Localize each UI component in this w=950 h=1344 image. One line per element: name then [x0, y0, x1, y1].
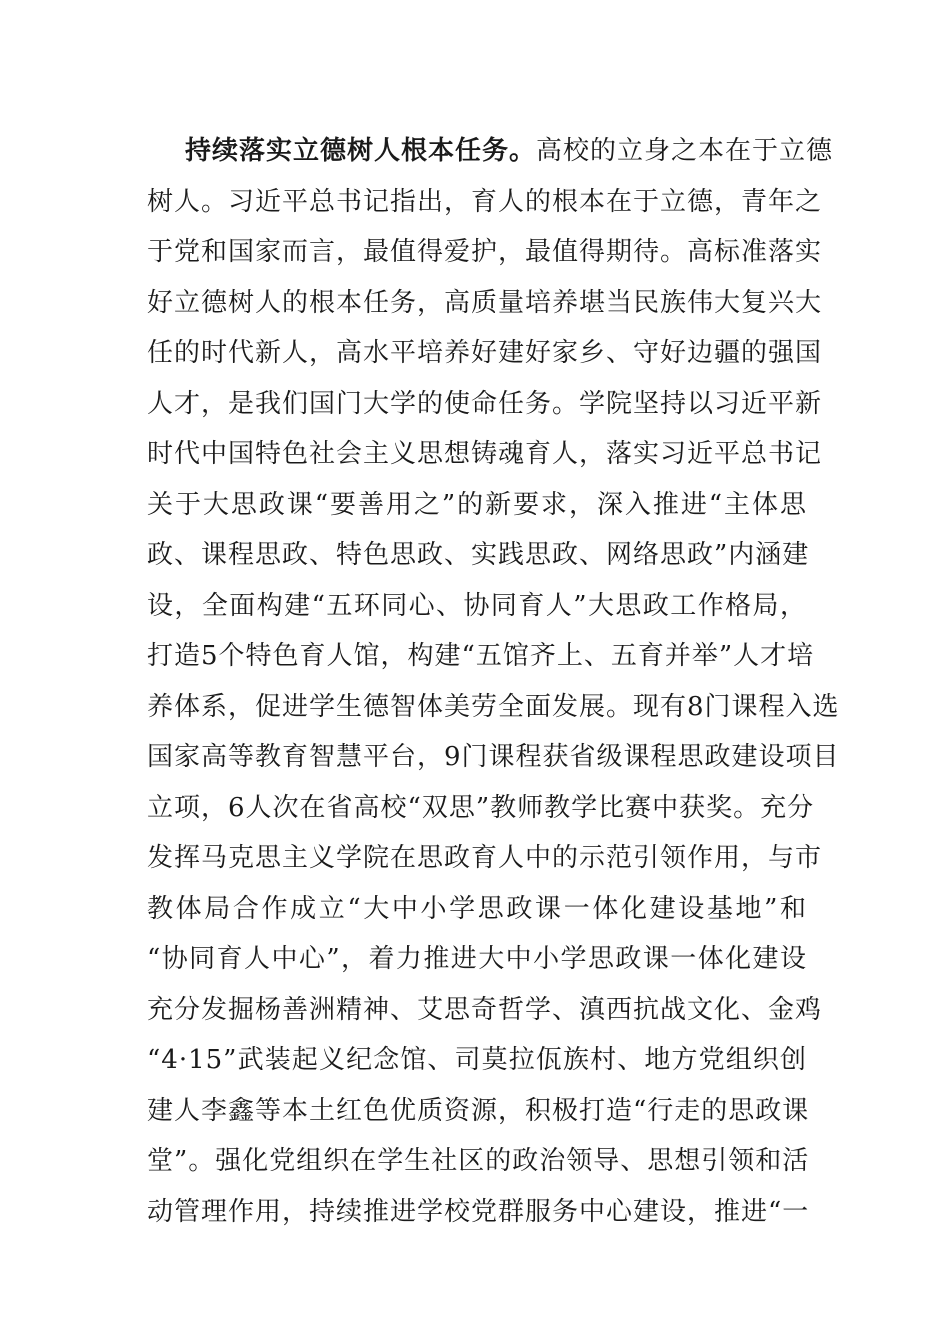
text-line: 充分发掘杨善洲精神、艾思奇哲学、滇西抗战文化、金鸡 — [147, 994, 823, 1025]
text-line: 立项，6人次在省高校“双思”教师教学比赛中获奖。充分 — [147, 792, 815, 823]
text-line: 关于大思政课“要善用之”的新要求，深入推进“主体思 — [147, 489, 807, 520]
first-line-text: 高校的立身之本在于立德 — [536, 136, 834, 166]
text-line: “协同育人中心”，着力推进大中小学思政课一体化建设 — [147, 944, 807, 974]
text-line: 动管理作用，持续推进学校党群服务中心建设，推进“一 — [147, 1196, 810, 1227]
text-line: 堂”。强化党组织在学生社区的政治领导、思想引领和活 — [147, 1146, 810, 1176]
text-line: 任的时代新人，高水平培养好建好家乡、守好边疆的强国 — [147, 338, 823, 368]
text-line: 于党和国家而言，最值得爱护，最值得期待。高标准落实 — [147, 237, 823, 267]
text-line: 打造5个特色育人馆，构建“五馆齐上、五育并举”人才培 — [147, 641, 815, 671]
text-line: 国家高等教育智慧平台，9门课程获省级课程思政建设项目 — [147, 742, 840, 772]
text-line: 建人李鑫等本土红色优质资源，积极打造“行走的思政课 — [147, 1095, 810, 1126]
text-line: 时代中国特色社会主义思想铸魂育人，落实习近平总书记 — [147, 439, 823, 469]
body-paragraph — [147, 126, 840, 1237]
text-line: 政、课程思政、特色思政、实践思政、网络思政”内涵建 — [147, 540, 810, 570]
text-line: 人才，是我们国门大学的使命任务。学院坚持以习近平新 — [147, 388, 823, 419]
text-line: 教体局合作成立“大中小学思政课一体化建设基地”和 — [147, 893, 807, 924]
text-line: 设，全面构建“五环同心、协同育人”大思政工作格局， — [147, 590, 807, 621]
text-line: 发挥马克思主义学院在思政育人中的示范引领作用，与市 — [147, 843, 823, 873]
text-line: 养体系，促进学生德智体美劳全面发展。现有8门课程入选 — [147, 691, 840, 722]
text-line: “4·15”武装起义纪念馆、司莫拉佤族村、地方党组织创 — [147, 1045, 807, 1075]
text-line: 好立德树人的根本任务，高质量培养堪当民族伟大复兴大 — [147, 287, 823, 318]
paragraph-heading: 持续落实立德树人根本任务。 — [185, 136, 537, 166]
paragraph-first-line — [147, 126, 834, 177]
text-line: 树人。习近平总书记指出，育人的根本在于立德，青年之 — [147, 186, 823, 217]
